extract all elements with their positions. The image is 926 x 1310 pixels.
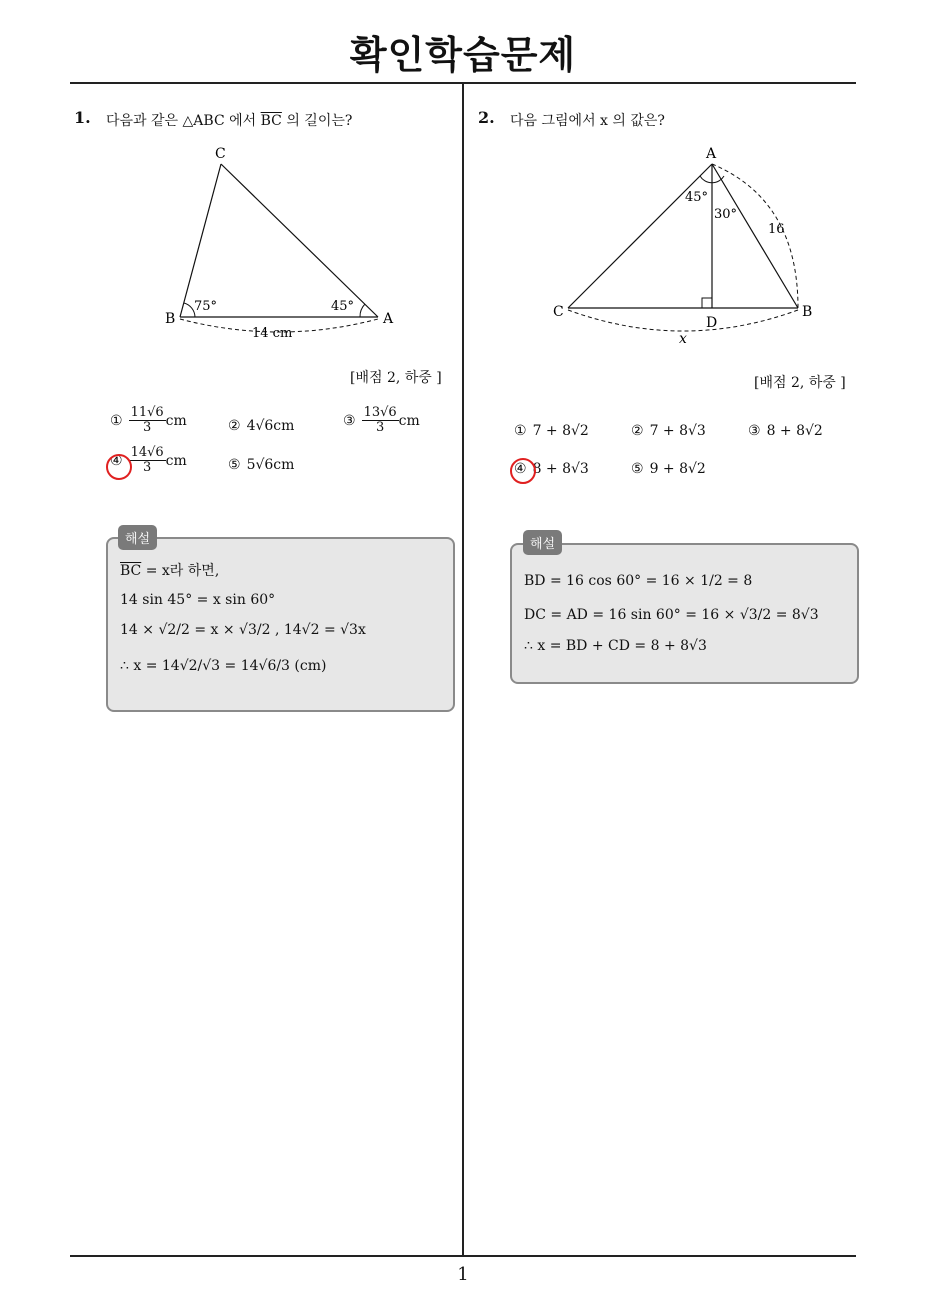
q1-option-1[interactable] — [110, 406, 187, 436]
q1-option-2-marker: ② — [228, 418, 241, 434]
q2-option-1[interactable] — [514, 423, 589, 439]
q1-option-4-den: 3 — [142, 460, 152, 476]
bottom-rule — [70, 1255, 856, 1257]
q1-explanation-line-2: 14 sin 45° = x sin 60° — [120, 592, 276, 608]
q2-option-2-text: 7 + 8√3 — [649, 423, 706, 439]
q1-explanation-line-3: 14 × √2/2 = x × √3/2 , 14√2 = √3x — [120, 622, 366, 638]
q2-option-5-text: 9 + 8√2 — [649, 461, 706, 477]
q2-explanation-line-1: BD = 16 cos 60° = 16 × 1/2 = 8 — [524, 573, 753, 589]
q2-explanation-line-2: DC = AD = 16 sin 60° = 16 × √3/2 = 8√3 — [524, 607, 819, 623]
q1-text — [106, 110, 352, 130]
q2-figure — [540, 140, 830, 350]
q2-label-d: D — [706, 315, 718, 331]
q1-option-3-num: 13√6 — [363, 405, 397, 420]
q1-explanation-line-1-rest: = x라 하면, — [141, 563, 220, 579]
q2-number: 2. — [478, 108, 495, 127]
q2-label-b: B — [802, 304, 813, 320]
q1-label-b: B — [165, 311, 176, 327]
q1-option-3-fraction — [362, 406, 399, 436]
q2-explanation-tag: 해설 — [523, 530, 562, 555]
q1-option-4-num: 14√6 — [130, 445, 164, 460]
q2-option-2[interactable] — [631, 423, 706, 439]
q1-explanation-line-1 — [120, 563, 219, 580]
q1-base-length: 14 cm — [252, 326, 293, 341]
q2-option-4-marker: ④ — [514, 461, 527, 477]
q1-angle-b: 75° — [194, 299, 218, 314]
q1-option-5[interactable] — [228, 457, 294, 473]
q2-angle-left: 45° — [685, 190, 709, 205]
q1-answer-circle — [106, 454, 132, 480]
page-number: 1 — [457, 1264, 469, 1285]
q1-label-a: A — [383, 311, 394, 327]
q1-figure — [150, 140, 410, 350]
q2-option-1-text: 7 + 8√2 — [532, 423, 589, 439]
q1-option-1-den: 3 — [142, 420, 152, 436]
q2-option-2-marker: ② — [631, 423, 644, 439]
q1-explanation-tag: 해설 — [118, 525, 157, 550]
q2-option-3[interactable] — [748, 423, 823, 439]
q1-angle-a: 45° — [331, 299, 355, 314]
page-title: 확인학습문제 — [349, 33, 577, 77]
q2-option-5-marker: ⑤ — [631, 461, 644, 477]
q2-text: 다음 그림에서 x 의 값은? — [510, 113, 665, 129]
q2-explanation-line-3: ∴ x = BD + CD = 8 + 8√3 — [524, 638, 707, 654]
q1-explanation-line-4: ∴ x = 14√2/√3 = 14√6/3 (cm) — [120, 658, 327, 674]
q2-option-4-text: 8 + 8√3 — [532, 461, 589, 477]
q1-score: [배점 2, 하중 ] — [350, 370, 442, 386]
q2-option-3-marker: ③ — [748, 423, 761, 439]
q1-label-c: C — [215, 146, 226, 162]
q1-text-pre: 다음과 같은 △ABC 에서 — [106, 113, 261, 129]
q1-option-4-marker: ④ — [110, 452, 123, 469]
q2-answer-circle — [510, 458, 536, 484]
q1-option-3-den: 3 — [375, 420, 385, 436]
q1-option-1-unit: cm — [165, 412, 187, 429]
q2-option-5[interactable] — [631, 461, 706, 477]
q1-option-2[interactable] — [228, 418, 294, 434]
q1-option-4-fraction — [129, 446, 166, 476]
q2-option-1-marker: ① — [514, 423, 527, 439]
q1-text-segment: $\overline{BC}$ — [260, 113, 282, 129]
column-divider — [462, 84, 464, 1256]
q1-option-1-fraction — [129, 406, 166, 436]
q2-side-length: 16 — [768, 222, 785, 237]
q1-explanation-segment: $\overline{BC}$ — [120, 563, 142, 579]
q1-option-3[interactable] — [343, 406, 420, 436]
q1-option-3-unit: cm — [398, 412, 420, 429]
q2-angle-right: 30° — [714, 207, 738, 222]
q1-option-3-marker: ③ — [343, 412, 356, 429]
q2-base-label: x — [679, 331, 687, 347]
q1-option-1-marker: ① — [110, 412, 123, 429]
q1-text-post: 의 길이는? — [281, 113, 353, 129]
q1-option-1-num: 11√6 — [130, 405, 164, 420]
q1-number: 1. — [74, 108, 91, 127]
q2-label-c: C — [553, 304, 564, 320]
q2-label-a: A — [706, 146, 717, 162]
q2-option-3-text: 8 + 8√2 — [766, 423, 823, 439]
q1-option-2-text: 4√6cm — [246, 418, 295, 434]
q1-option-5-marker: ⑤ — [228, 457, 241, 473]
q1-option-4-unit: cm — [165, 452, 187, 469]
q1-option-5-text: 5√6cm — [246, 457, 295, 473]
q2-score: [배점 2, 하중 ] — [754, 375, 846, 391]
